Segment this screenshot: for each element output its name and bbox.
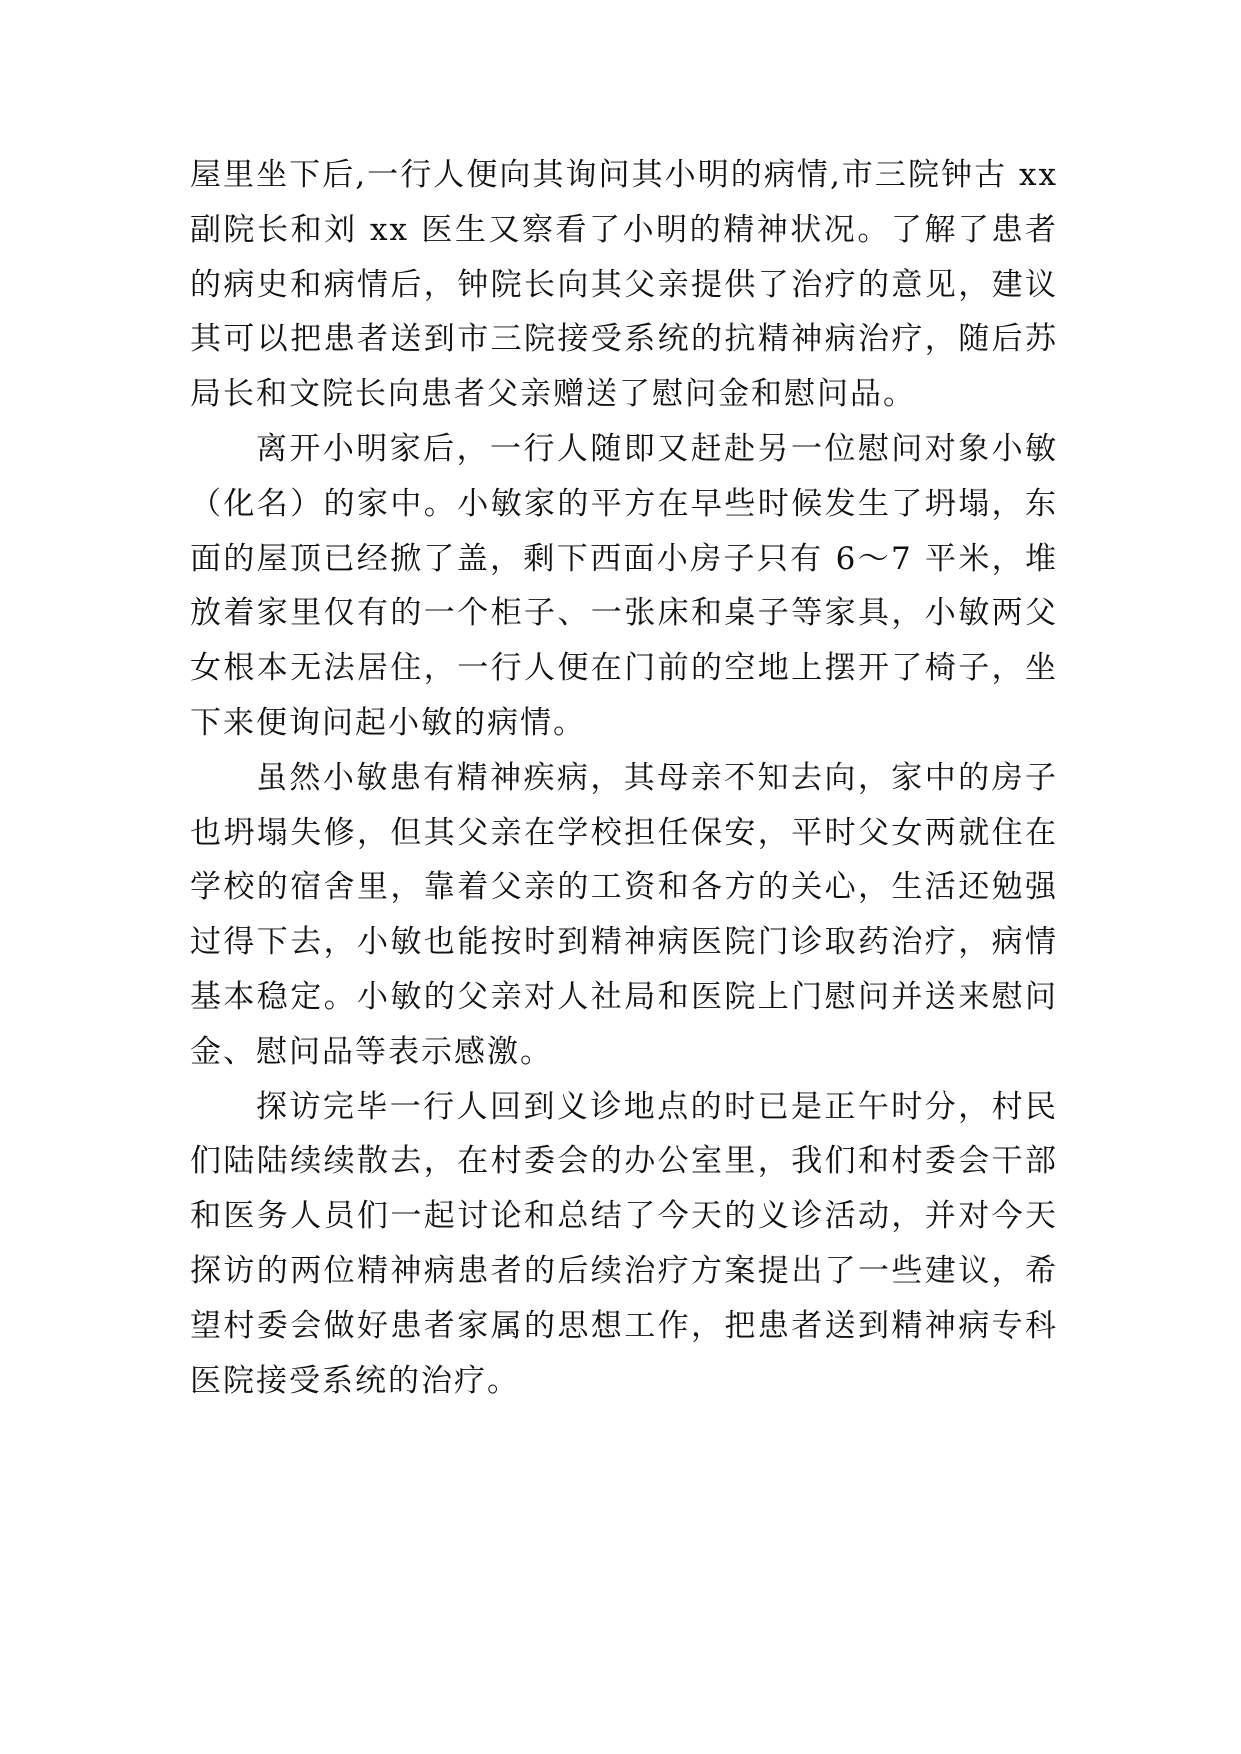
document-body: [190, 148, 1058, 1408]
paragraph-xiaomin-situation: 虽然小敏患有精神疾病，其母亲不知去向，家中的房子也坍塌失修，但其父亲在学校担任保安，平时父女两就住在学校的宿舍里，靠着父亲的工资和各方的关心，生活还勉强过得下去，小敏也能按时到精神病医院门诊取药治疗，病情基本稳定。小敏的父亲对人社局和医院上门慰问并送来慰问金、慰问品等表示感激。: [190, 759, 1058, 1070]
paragraph-summary: 探访完毕一行人回到义诊地点的时已是正午时分，村民们陆陆续续散去，在村委会的办公室里，我们和村委会干部和医务人员们一起讨论和总结了今天的义诊活动，并对今天探访的两位精神病患者的后续治疗方案提出了一些建议，希望村委会做好患者家属的思想工作，把患者送到精神病专科医院接受系统的治疗。: [190, 1088, 1058, 1399]
paragraph-visit-xiaoming: 屋里坐下后,一行人便向其询问其小明的病情,市三院钟古 xx 副院长和刘 xx 医生又察看了小明的精神状况。了解了患者的病史和病情后，钟院长向其父亲提供了治疗的意见，建议其可以把患者送到市三院接受系统的抗精神病治疗，随后苏局长和文院长向患者父亲赠送了慰问金和慰问品。: [190, 157, 1058, 413]
paragraph-visit-xiaomin: 离开小明家后，一行人随即又赶赴另一位慰问对象小敏（化名）的家中。小敏家的平方在早些时候发生了坍塌，东面的屋顶已经掀了盖，剩下西面小房子只有 6～7 平米，堆放着家里仅有的一个柜子、一张床和桌子等家具，小敏两父女根本无法居住，一行人便在门前的空地上摆开了椅子，坐下来便询问起小敏的病情。: [190, 430, 1058, 741]
